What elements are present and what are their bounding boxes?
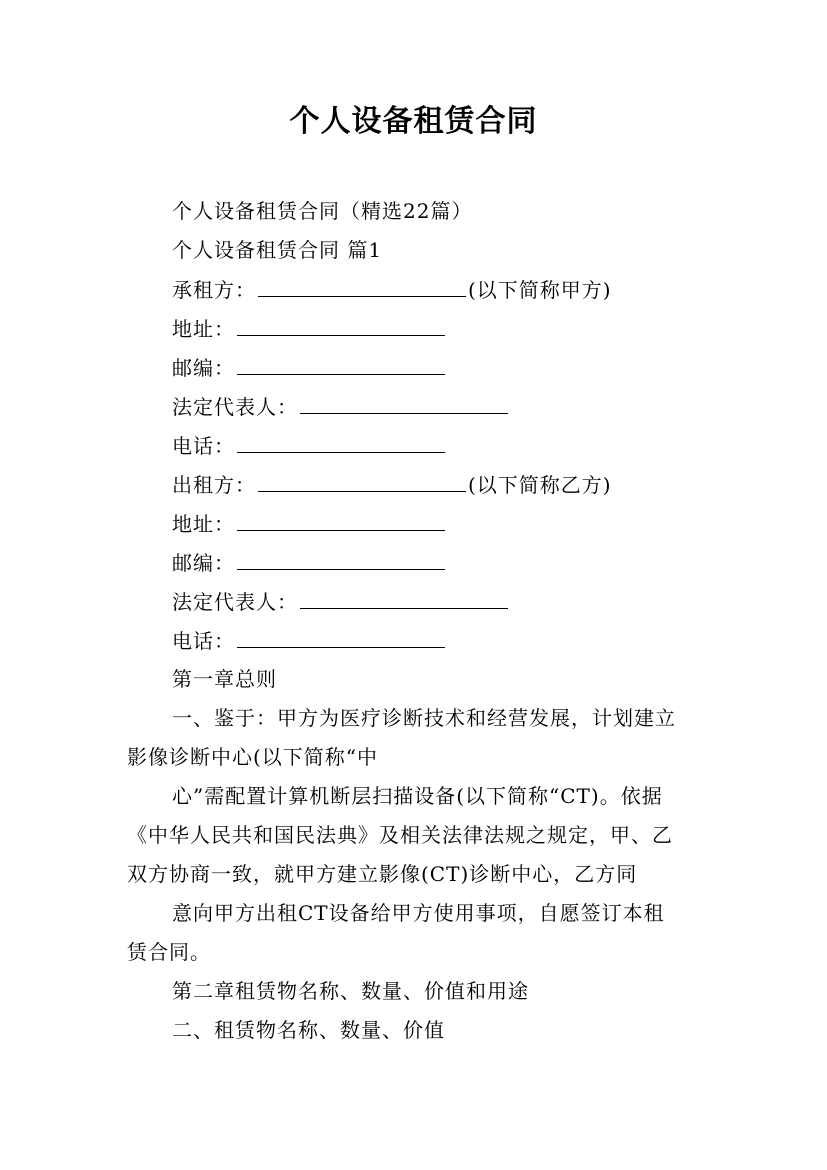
item2-heading: 二、租赁物名称、数量、价值	[172, 1018, 445, 1042]
lessor-address-line	[172, 508, 447, 539]
document-subtitle: 个人设备租赁合同（精选22篇）	[172, 199, 473, 223]
lessor-label: 出租方：	[172, 473, 256, 497]
lessee-label: 承租方：	[172, 278, 256, 302]
lessor-legal-rep-line	[172, 586, 510, 617]
lessor-line	[172, 469, 612, 500]
lessor-phone-blank	[237, 625, 445, 648]
para1-line4: 《中华人民共和国民法典》及相关法律法规之规定，甲、乙	[127, 823, 673, 847]
lessee-phone-label: 电话：	[172, 434, 235, 458]
lessee-address-line	[172, 313, 447, 344]
lessee-postcode-blank	[237, 352, 445, 375]
lessor-address-blank	[237, 508, 445, 531]
document-title: 个人设备租赁合同	[289, 104, 538, 139]
lessee-line	[172, 274, 612, 305]
lessor-name-blank	[258, 469, 466, 492]
chapter2-heading: 第二章租赁物名称、数量、价值和用途	[172, 979, 529, 1003]
lessor-postcode-line	[172, 547, 447, 578]
lessee-name-blank	[258, 274, 466, 297]
lessee-phone-blank	[237, 430, 445, 453]
para1-line5: 双方协商一致，就甲方建立影像(CT)诊断中心，乙方同	[127, 862, 638, 886]
para1-line6: 意向甲方出租CT设备给甲方使用事项，自愿签订本租	[172, 901, 665, 925]
para1-line7: 赁合同。	[127, 940, 211, 964]
lessee-suffix: (以下简称甲方)	[468, 278, 612, 302]
para1-line2: 影像诊断中心(以下简称“中	[127, 745, 379, 769]
chapter1-heading: 第一章总则	[172, 667, 277, 691]
lessee-phone-line	[172, 430, 447, 461]
lessee-postcode-line	[172, 352, 447, 383]
lessor-postcode-label: 邮编：	[172, 551, 235, 575]
lessor-legal-rep-label: 法定代表人：	[172, 590, 298, 614]
lessee-legal-rep-line	[172, 391, 510, 422]
lessor-postcode-blank	[237, 547, 445, 570]
lessee-legal-rep-blank	[300, 391, 508, 414]
lessor-phone-line	[172, 625, 447, 656]
lessee-address-label: 地址：	[172, 317, 235, 341]
lessee-postcode-label: 邮编：	[172, 356, 235, 380]
lessee-address-blank	[237, 313, 445, 336]
lessor-phone-label: 电话：	[172, 629, 235, 653]
para1-line3: 心”需配置计算机断层扫描设备(以下简称“CT)。依据	[172, 784, 663, 808]
lessor-legal-rep-blank	[300, 586, 508, 609]
para1-line1: 一、鉴于：甲方为医疗诊断技术和经营发展，计划建立	[172, 706, 676, 730]
section-heading: 个人设备租赁合同 篇1	[172, 238, 383, 262]
lessor-suffix: (以下简称乙方)	[468, 473, 612, 497]
lessee-legal-rep-label: 法定代表人：	[172, 395, 298, 419]
lessor-address-label: 地址：	[172, 512, 235, 536]
